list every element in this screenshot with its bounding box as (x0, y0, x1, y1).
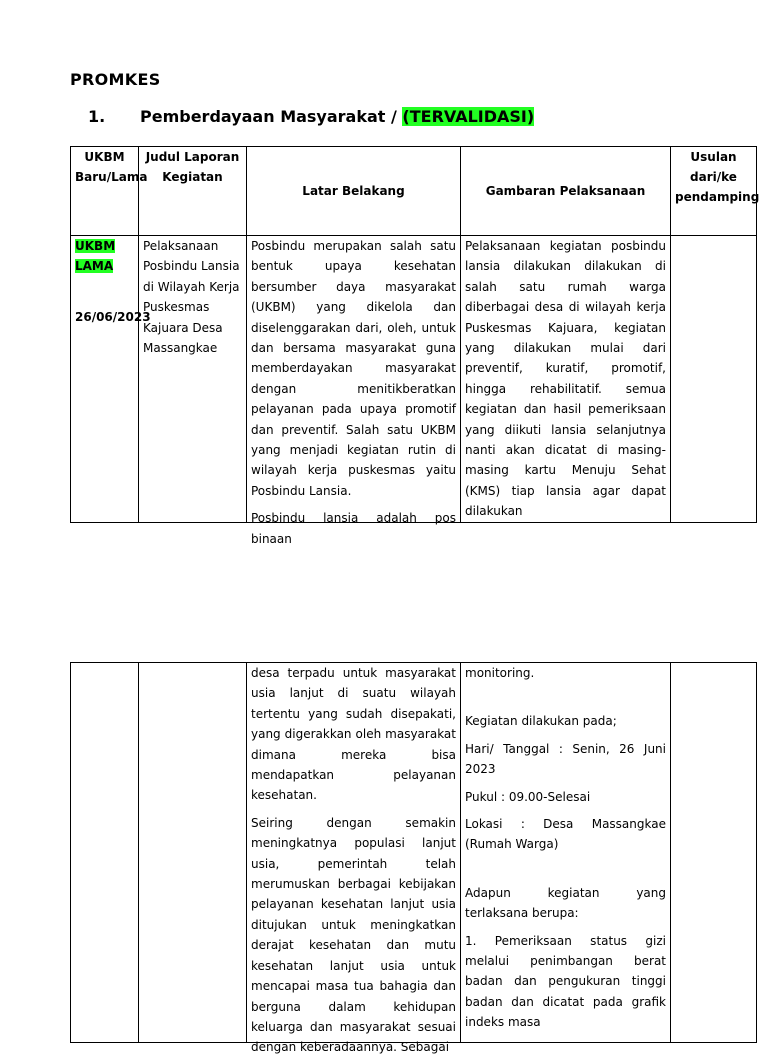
table-row (71, 663, 757, 1043)
section-title: Pemberdayaan Masyarakat / (140, 107, 403, 126)
ukbm-cell (71, 663, 139, 1043)
gambaran-kegiatan: Kegiatan dilakukan pada; (465, 714, 617, 729)
header-usulan: Usulan dari/ke pendamping (671, 147, 757, 236)
gambaran-adapun: Adapun kegiatan yang terlaksana berupa: (465, 885, 666, 921)
gambaran-hari: Hari/ Tanggal : Senin, 26 Juni 2023 (465, 741, 666, 777)
ukbm-cell (71, 236, 151, 523)
latar-paragraph: Posbindu lansia adalah pos binaan (251, 511, 456, 546)
activity-report-table-continued (70, 662, 757, 1055)
section-heading (88, 107, 534, 126)
header-ukbm: UKBM Baru/Lama (71, 147, 139, 236)
gambaran-monitoring: monitoring. (465, 666, 535, 680)
gambaran-pukul: Pukul : 09.00-Selesai (465, 789, 591, 804)
latar-belakang-cell (247, 663, 461, 1055)
gambaran-paragraph: Pelaksanaan kegiatan posbindu lansia dilakukan dilakukan di salah satu rumah warga diberbagai desa di wilayah kerja Puskesmas Kajuara, kegiatan yang dilakukan mulai dari preventif, kuratif, promotif, hingga rehabilitatif. semua kegiatan dan hasil pemeriksaan yang diikuti lansia selanjutnya nanti akan dicatat di masing-masing kartu Menuju Sehat (KMS) tiap lansia agar dapat dilakukan (465, 239, 666, 519)
table-header-row (71, 147, 757, 236)
gambaran-cell (461, 663, 671, 1043)
judul-cell (139, 663, 247, 1043)
judul-cell: Pelaksanaan Posbindu Lansia di Wilayah Kerja Puskesmas Kajuara Desa Massangkae (139, 236, 247, 523)
latar-paragraph: desa terpadu untuk masyarakat usia lanjut di suatu wilayah tertentu yang sudah disepakati, yang digerakkan oleh masyarakat dimana mereka bisa mendapatkan pelayanan kesehatan. (251, 666, 456, 803)
header-judul: Judul Laporan Kegiatan (139, 147, 247, 236)
usulan-cell (671, 236, 757, 523)
usulan-cell (671, 663, 757, 1043)
latar-paragraph: Seiring dengan semakin meningkatnya populasi lanjut usia, pemerintah telah merumuskan berbagai kebijakan pelayanan kesehatan lanjut usia ditujukan untuk meningkatkan derajat kesehatan dan mutu kesehatan lanjut usia untuk mencapai masa tua bahagia dan berguna dalam kehidupan keluarga dan masyarakat sesuai dengan keberadaannya. Sebagai (251, 815, 456, 1055)
gambaran-item: 1. Pemeriksaan status gizi melalui penimbangan berat badan dan pengukuran tinggi badan dan dicatat pada grafik indeks masa (465, 933, 666, 1030)
activity-report-table (70, 146, 760, 546)
latar-paragraph: Posbindu merupakan salah satu bentuk upaya kesehatan bersumber daya masyarakat (UKBM) yang dikelola dan diselenggarakan dari, oleh, untuk dan bersama masyarakat guna memberdayakan masyarakat dengan menitikberatkan pelayanan pada upaya promotif dan preventif. Salah satu UKBM yang menjadi kegiatan rutin di wilayah kerja puskesmas yaitu Posbindu Lansia. (251, 239, 456, 498)
section-number: 1. (88, 107, 106, 126)
gambaran-cell (461, 236, 671, 523)
table-row (71, 236, 757, 523)
latar-belakang-cell (247, 236, 461, 546)
document-heading: PROMKES (70, 70, 161, 89)
gambaran-lokasi: Lokasi : Desa Massangkae (Rumah Warga) (465, 817, 666, 852)
header-gambaran: Gambaran Pelaksanaan (461, 147, 671, 236)
header-latar-belakang: Latar Belakang (247, 147, 461, 236)
ukbm-status-badge: UKBM LAMA (75, 239, 116, 274)
report-date: 26/06/2023 (75, 309, 151, 324)
validated-badge: (TERVALIDASI) (402, 107, 535, 126)
